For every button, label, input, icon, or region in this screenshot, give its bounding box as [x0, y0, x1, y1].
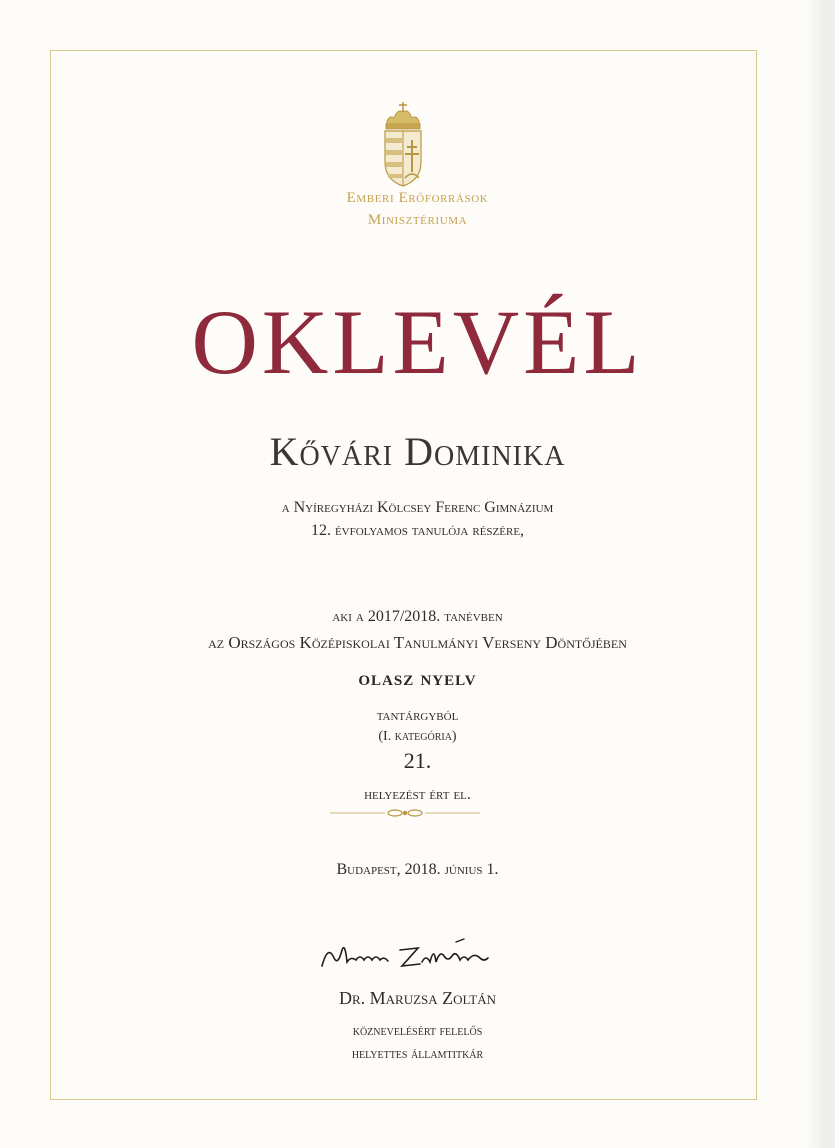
category-line: (I. kategória): [378, 729, 457, 744]
placement-number: 21.: [403, 748, 432, 773]
school-year-line: aki a 2017/2018. tanévben: [332, 608, 503, 625]
recipient-name: Kővári Dominika: [269, 429, 566, 474]
subject-name: olasz nyelv: [358, 666, 477, 690]
competition-line: az Országos Középiskolai Tanulmányi Verseny Döntőjében: [208, 633, 627, 652]
certificate-title: OKLEVÉL: [191, 291, 644, 393]
achievement-line: helyezést ért el.: [364, 786, 471, 803]
signatory-role-line1: köznevelésért felelős: [352, 1024, 483, 1039]
date-line: Budapest, 2018. június 1.: [336, 861, 499, 878]
handwritten-signature: [318, 936, 493, 976]
signatory-name: Dr. Maruzsa Zoltán: [338, 988, 497, 1008]
signatory-role-line2: helyettes államtitkár: [351, 1047, 484, 1062]
hungarian-coat-of-arms-icon: [380, 100, 426, 190]
grade-line: 12. évfolyamos tanulója részére,: [310, 522, 525, 539]
subject-suffix: tantárgyból: [376, 707, 459, 724]
school-line: a Nyíregyházi Kölcsey Ferenc Gimnázium: [281, 499, 554, 516]
ornament-divider-icon: [330, 808, 480, 818]
ministry-name-line1: Emberi Erőforrások: [346, 190, 489, 206]
ministry-name-line2: Minisztériuma: [367, 212, 468, 228]
